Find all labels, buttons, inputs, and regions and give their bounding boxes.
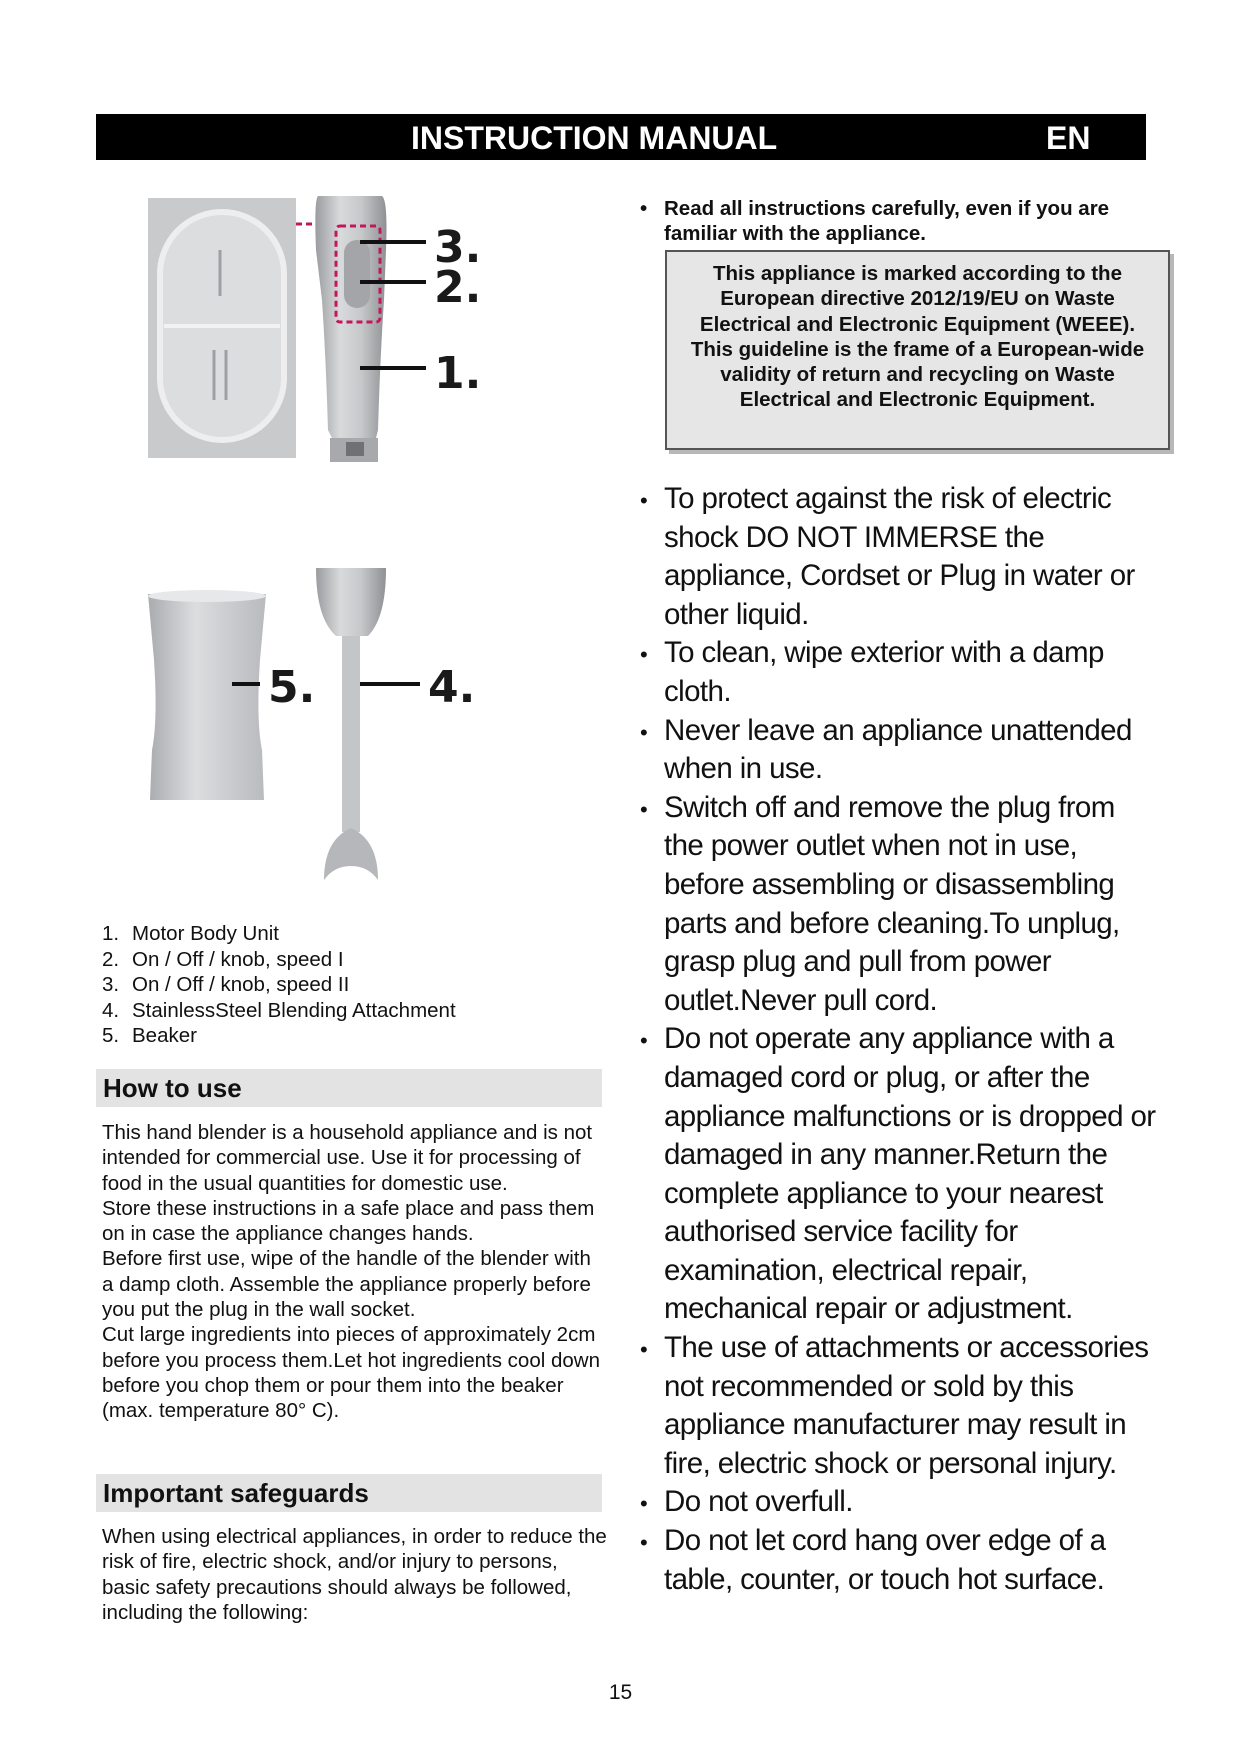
paragraph: This hand blender is a household appliance and is not intended for commercial use. Use it for processing of food in the usual quantities for domestic use. — [102, 1121, 593, 1195]
list-item: • The use of attachments or accessories not recommended or sold by this appliance manufacturer may result in fire, electric shock or personal injury. — [640, 1331, 1149, 1480]
list-item: • Never leave an appliance unattended when in use. — [640, 713, 1132, 786]
beaker — [148, 590, 266, 800]
list-item: • Do not let cord hang over edge of a table, counter, or touch hot surface. — [640, 1524, 1106, 1596]
how-to-use-heading: How to use — [96, 1069, 602, 1107]
parts-list — [102, 921, 456, 1049]
hand-blender-diagram — [120, 190, 620, 910]
paragraph: Before first use, wipe of the handle of the blender with a damp cloth. Assemble the appliance properly before you put the plug in the wall socket. — [102, 1247, 591, 1322]
callout-4: 4. — [428, 662, 476, 713]
blending-attachment — [316, 568, 386, 880]
page-title: INSTRUCTION MANUAL — [411, 120, 778, 156]
list-item: 3. On / Off / knob, speed II — [102, 973, 350, 996]
read-instructions-bullet: • Read all instructions carefully, even if you are familiar with the appliance. — [640, 197, 1110, 245]
language-code: EN — [1046, 120, 1091, 156]
list-item: 2. On / Off / knob, speed I — [102, 947, 344, 971]
list-item: • To protect against the risk of electric shock DO NOT IMMERSE the appliance, Cordset or Plug in water or other liquid. — [640, 482, 1135, 631]
safeguards-intro: When using electrical appliances, in order to reduce the risk of fire, electric shock, and/or injury to persons, basic safety precautions should always be followed, including the following: — [102, 1525, 607, 1624]
list-item: • To clean, wipe exterior with a damp cloth. — [640, 636, 1104, 708]
callout-3: 3. — [434, 222, 482, 273]
product-illustration — [120, 190, 620, 910]
list-item: 5. Beaker — [102, 1024, 197, 1047]
switch-closeup — [148, 198, 296, 458]
list-item: • Do not operate any appliance with a damaged cord or plug, or after the appliance malfunctions or is dropped or damaged in any manner.Return the complete appliance to your nearest authorised service facility for examination, electrical repair, mechanical repair or adjustment. — [640, 1022, 1156, 1326]
header-bar — [96, 114, 1146, 160]
list-item: • Do not overfull. — [640, 1485, 853, 1519]
how-to-use-text — [102, 1120, 607, 1424]
callout-2: 2. — [434, 262, 482, 313]
list-item: 1. Motor Body Unit — [102, 922, 279, 945]
list-item: 4. StainlessSteel Blending Attachment — [102, 998, 456, 1022]
safeguards-heading: Important safeguards — [96, 1474, 602, 1512]
weee-notice-box: This appliance is marked according to the European directive 2012/19/EU on Waste Electrical and Electronic Equipment (WEEE). This guideline is the frame of a European-wide validity of return and recycling on Waste Electrical and Electronic Equipment. — [665, 250, 1170, 450]
list-item: • Switch off and remove the plug from the power outlet when not in use, before assembling or disassembling parts and before cleaning.To unplug, grasp plug and pull from power outlet.Never pull cord. — [640, 790, 1120, 1017]
paragraph: Cut large ingredients into pieces of approximately 2cm before you process them.Let hot ingredients cool down before you chop them or pour them into the beaker (max. temperature 80° C). — [102, 1323, 600, 1423]
safety-bullet-list — [640, 480, 1160, 1599]
motor-body-unit — [315, 196, 386, 462]
page-number: 15 — [608, 1681, 633, 1704]
callout-1: 1. — [434, 348, 482, 399]
paragraph: Store these instructions in a safe place and pass them on in case the appliance changes hands. — [102, 1196, 595, 1246]
callout-5: 5. — [268, 662, 316, 713]
